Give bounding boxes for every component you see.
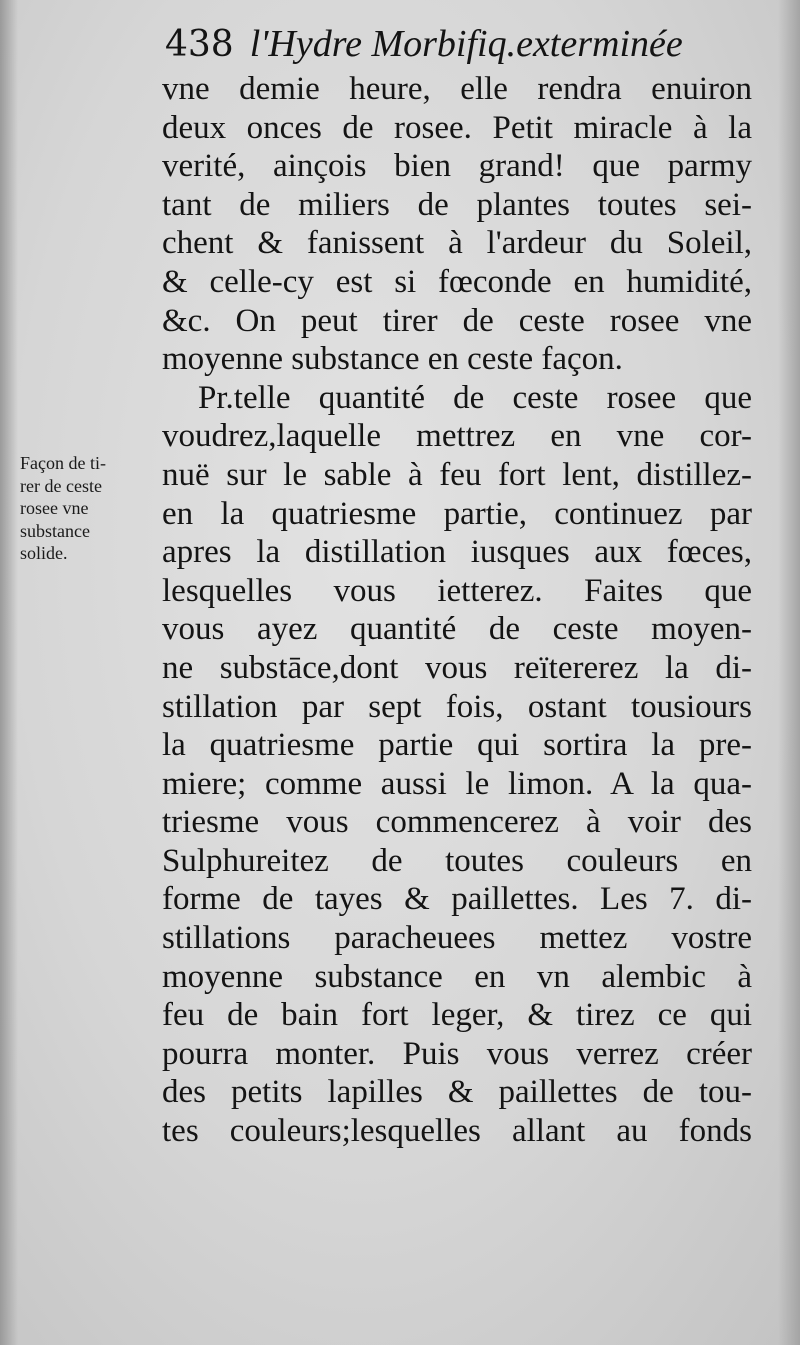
page-header — [165, 18, 765, 70]
margin-note-line: substance — [20, 520, 90, 541]
text-line: apres la distillation iusques aux fœces, — [162, 534, 752, 571]
page-gutter-left — [0, 0, 18, 1345]
text-line: nuë sur le sable à feu fort lent, distillez- — [162, 456, 752, 493]
page-number: 438 — [165, 24, 234, 65]
margin-note-line: rosee vne — [20, 498, 89, 518]
text-line: stillation par sept fois, ostant tousiours — [162, 688, 752, 725]
body-text — [162, 70, 752, 1151]
text-line: forme de tayes & paillettes. Les 7. di- — [162, 881, 752, 918]
text-line: moyenne substance en ceste façon. — [162, 341, 623, 378]
text-line: deux onces de rosee. Petit miracle à la — [162, 109, 752, 146]
text-line: &c. On peut tirer de ceste rosee vne — [162, 302, 752, 339]
text-line: triesme vous commencerez à voir des — [162, 804, 752, 841]
text-line: moyenne substance en vn alembic à — [162, 958, 752, 995]
text-line: tes couleurs;lesquelles allant au fonds — [162, 1113, 752, 1150]
running-title: l'Hydre Morbifiq.exterminée — [249, 23, 683, 65]
text-line: & celle-cy est si fœconde en humidité, — [162, 263, 752, 300]
text-line: des petits lapilles & paillettes de tou- — [162, 1074, 752, 1111]
text-line: Pr.telle quantité de ceste rosee que — [198, 379, 752, 416]
text-line: miere; comme aussi le limon. A la qua- — [162, 765, 752, 802]
text-line: ne substāce,dont vous reïtererez la di- — [162, 649, 752, 686]
margin-note-line: solide. — [20, 543, 68, 563]
margin-note-line: Façon de ti- — [20, 453, 106, 473]
margin-note — [20, 452, 160, 565]
text-line: vne demie heure, elle rendra enuiron — [162, 71, 752, 107]
text-line: tant de miliers de plantes toutes sei- — [162, 186, 752, 223]
text-line: en la quatriesme partie, continuez par — [162, 495, 752, 532]
text-line: feu de bain fort leger, & tirez ce qui — [162, 997, 752, 1034]
text-line: pourra monter. Puis vous verrez créer — [162, 1035, 752, 1072]
page-gutter-right — [778, 0, 800, 1345]
text-line: la quatriesme partie qui sortira la pre- — [162, 727, 752, 764]
margin-note-line: rer de ceste — [20, 475, 102, 496]
text-line: stillations paracheuees mettez vostre — [162, 920, 752, 957]
text-line: verité, ainçois bien grand! que parmy — [162, 148, 752, 185]
text-line: vous ayez quantité de ceste moyen- — [162, 611, 752, 648]
text-line: voudrez,laquelle mettrez en vne cor- — [162, 418, 752, 455]
text-line: Sulphureitez de toutes couleurs en — [162, 842, 752, 879]
text-line: chent & fanissent à l'ardeur du Soleil, — [162, 225, 752, 262]
text-line: lesquelles vous ietterez. Faites que — [162, 572, 752, 609]
